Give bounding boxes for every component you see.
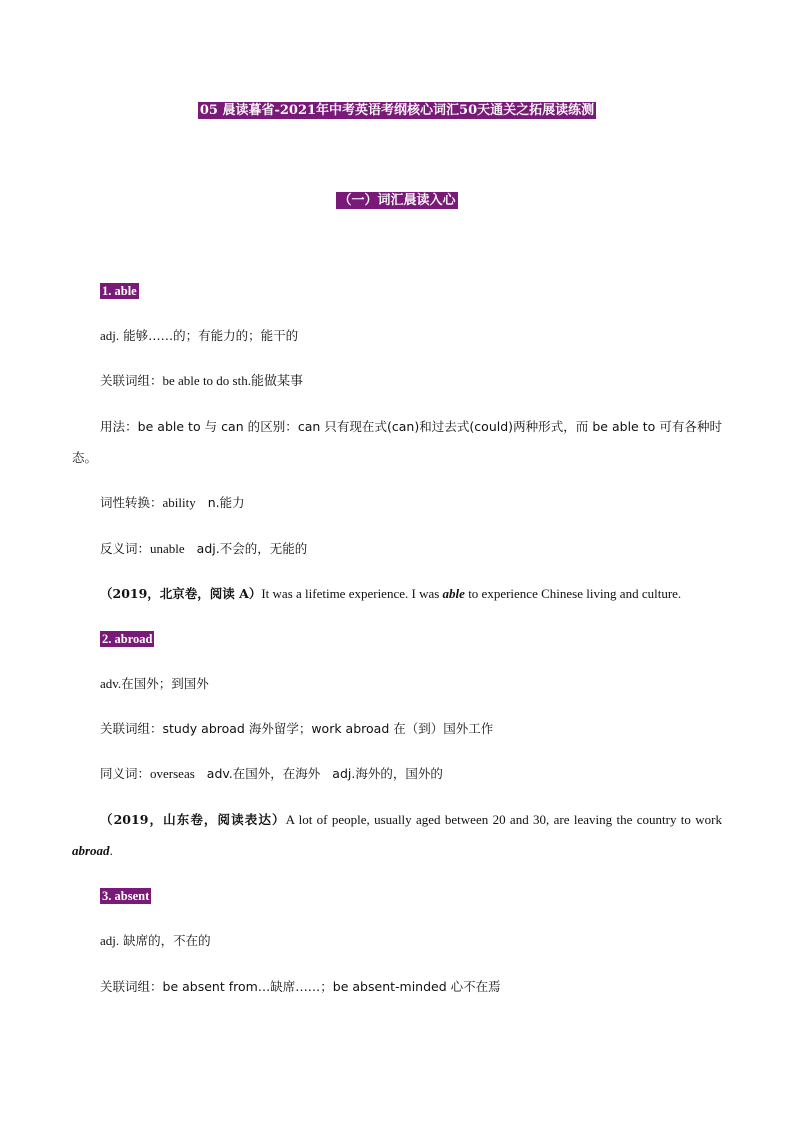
synonym-meaning-adv: adv.在国外，在海外 [206,766,321,781]
section-heading-text: （一）词汇晨读入心 [338,193,456,208]
entry-heading-text: 3. absent [102,889,150,903]
part-of-speech: adj. [100,933,120,948]
example-text-end: to experience Chinese living and culture. [464,586,682,601]
entry-heading-text: 1. able [102,284,137,298]
related-phrases: study abroad 海外留学；work abroad 在（到）国外工作 [162,721,494,736]
related-label: 关联词组： [100,373,163,388]
conversion-label: 词性转换： [100,495,163,510]
example-source: （2019，山东卷，阅读表达） [100,812,286,827]
antonym-label: 反义词： [100,541,151,556]
related-phrases: be absent from…缺席……；be absent-minded 心不在焉 [162,979,501,994]
usage-label: 用法： [100,419,138,434]
entry-abroad-definition [100,674,209,694]
usage-text: be able to 与 can 的区别：can 只有现在式(can)和过去式(could)两种形式，而 be able to 可有各种时态。 [72,419,722,465]
section-heading [0,191,794,211]
meaning: 在国外；到国外 [121,676,209,691]
entry-able-usage [72,411,722,473]
part-of-speech: adj. [100,328,120,343]
entry-absent-definition [100,931,211,951]
entry-heading-abroad [100,629,154,649]
entry-able-related [100,371,303,391]
entry-abroad-synonym [100,764,443,784]
conversion-meaning: n.能力 [207,495,245,510]
example-text: It was a lifetime experience. I was [261,586,443,601]
example-text: A lot of people, usually aged between 20 and 30, are leaving the country to work [285,812,722,827]
example-source: （2019，北京卷，阅读 A） [100,586,262,601]
meaning: 能够……的；有能力的；能干的 [123,328,299,343]
example-keyword: able [442,586,465,601]
example-keyword: abroad [72,843,110,858]
entry-able-conversion [100,493,245,513]
meaning: 缺席的，不在的 [123,933,211,948]
part-of-speech: adv. [100,676,122,691]
synonym-label: 同义词： [100,766,151,781]
entry-absent-related [100,977,501,997]
related-label: 关联词组： [100,979,163,994]
entry-able-example [100,584,681,604]
example-text-end: . [109,843,113,858]
related-label: 关联词组： [100,721,163,736]
entry-able-definition [100,326,298,346]
related-phrases: be able to do sth.能做某事 [162,373,303,388]
synonym-meaning-adj: adj.海外的，国外的 [332,766,443,781]
antonym-word: unable [150,541,185,556]
antonym-meaning: adj.不会的，无能的 [196,541,308,556]
entry-heading-able [100,281,139,301]
entry-abroad-related [100,719,493,739]
document-title-text: 05 晨读暮省-2021年中考英语考纲核心词汇50天通关之拓展读练测 [199,103,595,118]
entry-heading-absent [100,886,151,906]
document-title [0,101,794,121]
synonym-word: overseas [150,766,195,781]
conversion-word: ability [162,495,196,510]
entry-abroad-example [72,804,722,866]
entry-able-antonym [100,539,307,559]
entry-heading-text: 2. abroad [102,632,153,646]
